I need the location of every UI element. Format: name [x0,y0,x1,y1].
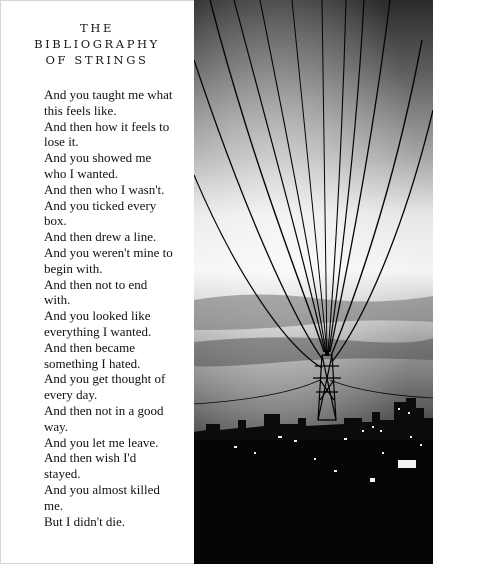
poem-line: stayed. [44,466,81,482]
poem-line: But I didn't die. [44,513,126,529]
poem-line: And then not to end [44,276,148,292]
poem-line: this feels like. [44,102,117,118]
poem-line: And you taught me what [44,87,173,102]
poem-line: And you let me leave. [44,434,159,450]
title-line: OF STRINGS [45,53,149,67]
poem-line: who I wanted. [44,165,119,181]
poem-line: And you showed me [44,150,152,166]
poem-body [44,87,192,529]
poem-line: And then became [44,339,135,355]
poem-line: with. [44,292,71,308]
poem-line: And you looked like [44,308,151,324]
poem-line: And you ticked every [44,197,157,213]
poem-line: And you weren't mine to [44,244,173,260]
poem-line: lose it. [44,134,79,150]
power-lines-photo [194,0,433,564]
poem-line: And you almost killed [44,481,160,497]
poem-line: every day. [44,387,98,403]
poem-line: box. [44,213,67,229]
right-margin [433,0,477,564]
title-line: BIBLIOGRAPHY [34,37,160,51]
poem-line: And then not in a good [44,402,164,418]
poem-line: And then wish I'd [44,450,137,466]
title-line: THE [80,21,114,35]
poem-line: And you get thought of [44,371,166,387]
poem-line: begin with. [44,260,103,276]
text-column [0,0,194,564]
poem-title [0,20,194,68]
poem-line: something I hated. [44,355,141,371]
power-lines-photo-svg [194,0,433,564]
poem-line: everything I wanted. [44,323,152,339]
poem-line: way. [44,418,69,434]
poem-line: And then drew a line. [44,229,157,245]
poem-line: me. [44,497,64,513]
poem-line: And then who I wasn't. [44,181,165,197]
poem-line: And then how it feels to [44,118,170,134]
